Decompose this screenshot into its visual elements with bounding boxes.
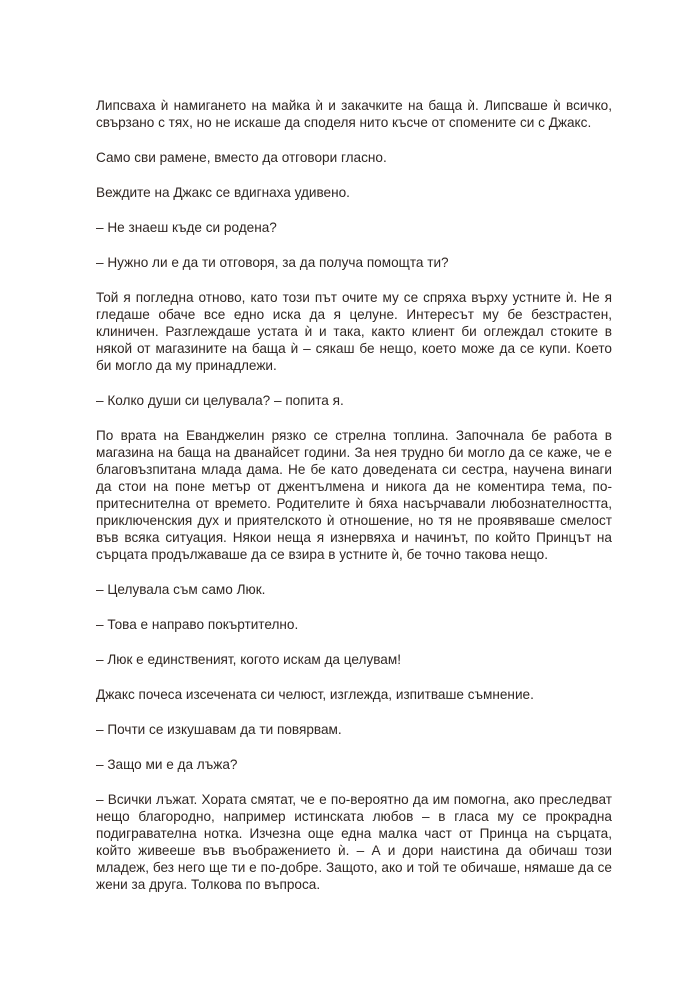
dialogue-line: – Почти се изкушавам да ти повярвам. [96,722,342,737]
dialogue-line: – Люк е единственият, когото искам да целувам! [96,652,401,667]
paragraph: Само сви рамене, вместо да отговори гласно. [96,150,387,165]
dialogue-line: – Не знаеш къде си родена? [96,220,277,235]
dialogue-line: – Всички лъжат. Хората смятат, че е по-вероятно да им помогна, ако преследват нещо благородно, например истинската любов – в гласа му се прокрадна подигравателна нотка. Изчезна още една малка част от Принца на сърцата, който живееше във въображението ѝ. – А и дори наистина да обичаш този младеж, без него ще ти е по-добре. Защото, ако и той те обичаше, нямаше да се жени за друга. Толкова по въпроса. [96,792,612,892]
dialogue-line: – Целувала съм само Люк. [96,582,266,597]
paragraph: Той я погледна отново, като този път очите му се спряха върху устните ѝ. Не я гледаше обаче все едно иска да я целуне. Интересът му бе безстрастен, клиничен. Разглеждаше устата ѝ и така, както клиент би оглеждал стоките в някой от магазините на баща ѝ – сякаш бе нещо, което може да се купи. Което би могло да му принадлежи. [96,290,612,373]
document-body [96,97,612,893]
paragraph: Веждите на Джакс се вдигнаха удивено. [96,185,350,200]
dialogue-line: – Защо ми е да лъжа? [96,757,238,772]
paragraph: По врата на Еванджелин рязко се стрелна топлина. Започнала бе работа в магазина на баща на дванайсет години. За нея трудно би могло да се каже, че е благовъзпитана млада дама. Не бе като доведената си сестра, научена винаги да стои на поне метър от джентълмена и никога да не коментира тема, по-притеснителна от времето. Родителите ѝ бяха насърчавали любознателността, приключенския дух и приятелското ѝ отношение, но тя не проявяваше смелост във всяка ситуация. Някои неща я изнервяха и начинът, по който Принцът на сърцата продължаваше да се взира в устните ѝ, бе точно такова нещо. [96,428,612,562]
paragraph: Джакс почеса изсечената си челюст, изглежда, изпитваше съмнение. [96,687,534,702]
dialogue-line: – Колко души си целувала? – попита я. [96,393,344,408]
dialogue-line: – Нужно ли е да ти отговоря, за да получа помощта ти? [96,255,449,270]
dialogue-line: – Това е направо покъртително. [96,617,299,632]
paragraph: Липсваха ѝ намигането на майка ѝ и закачките на баща ѝ. Липсваше ѝ всичко, свързано с тях, но не искаше да споделя нито късче от спомените си с Джакс. [96,98,612,130]
